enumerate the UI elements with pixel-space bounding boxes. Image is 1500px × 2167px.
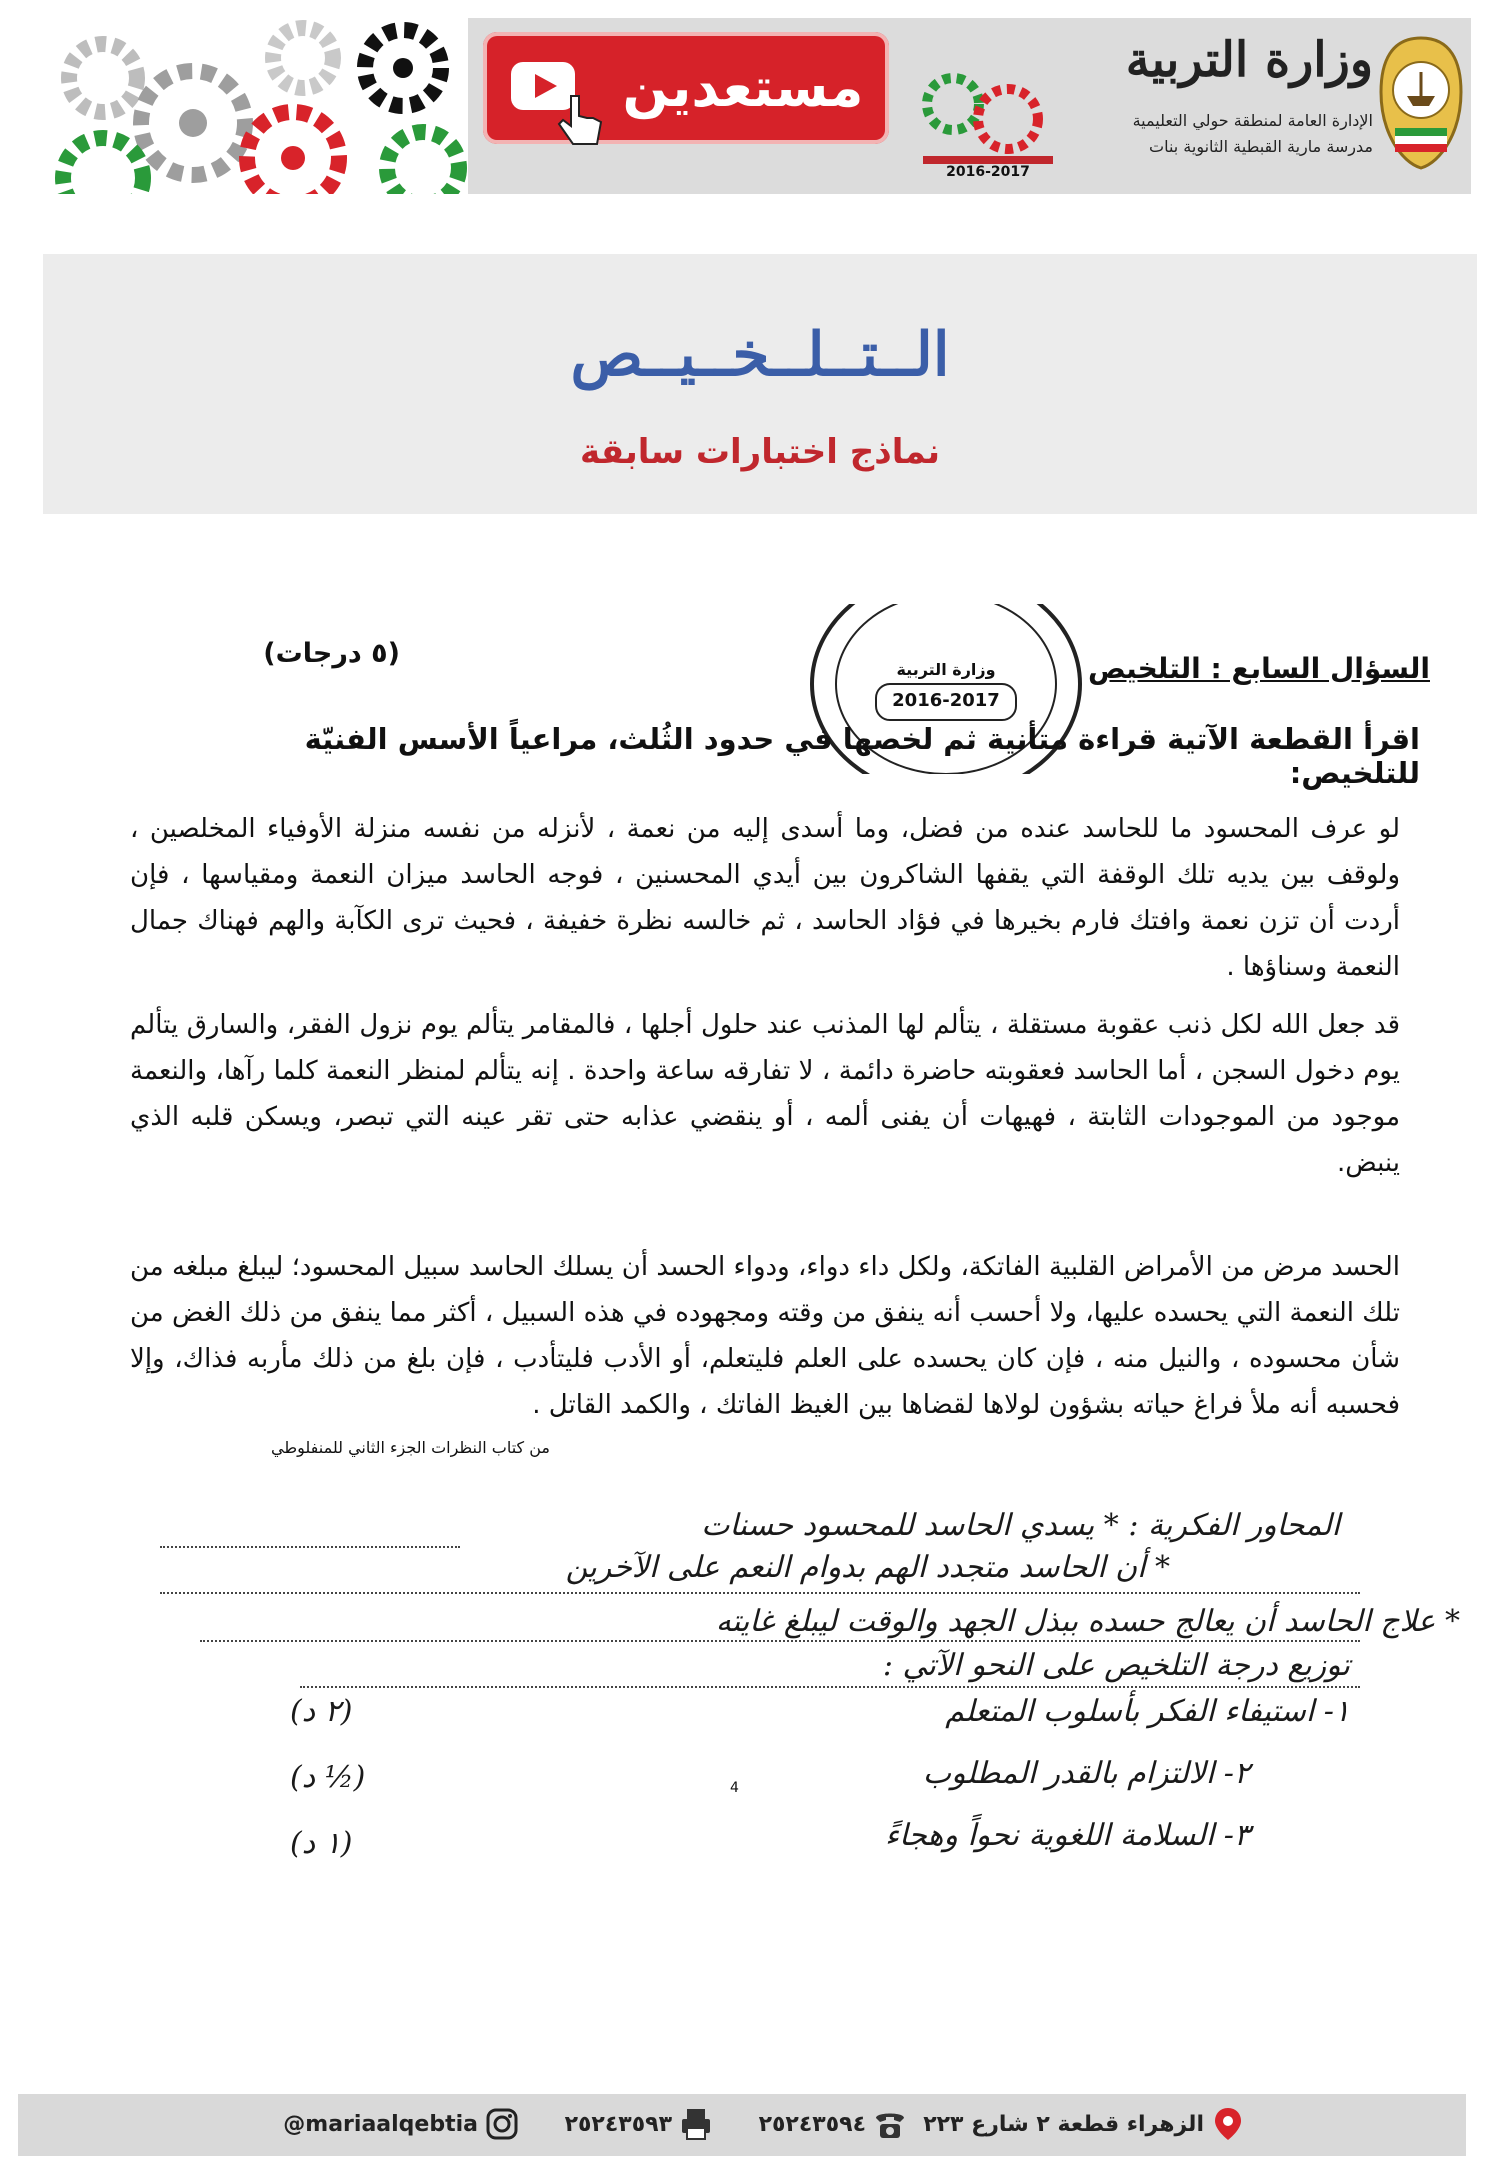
footer-address: الزهراء قطعة ٢ شارع ٢٢٣: [923, 2112, 1204, 2137]
handwritten-mark-5: (٢ د): [290, 1694, 353, 1729]
footer-instagram[interactable]: @mariaalqebtia: [283, 2112, 478, 2137]
ministry-title: وزارة التربية: [1125, 32, 1373, 88]
ministry-subtitle: [1033, 108, 1373, 160]
question-marks: (٥ درجات): [263, 638, 400, 669]
ministry-subtitle-line-1: الإدارة العامة لمنطقة حولي التعليمية: [1132, 111, 1373, 130]
dotted-line: [300, 1686, 1360, 1688]
passage-paragraph-3: الحسد مرض من الأمراض القلبية الفاتكة، ولكل داء دواء، ودواء الحسد أن يسلك الحاسد سبيل المحسود؛ ليبلغ مبلغه من تلك النعمة التي يحسده عليها، ولا أحسب أنه ينفق من وقته ومجهوده في هذه السبيل ، أكثر مما ينفق من ذلك الغض من شأن محسوده ، والنيل منه ، فإن كان يحسده على العلم فليتعلم، أو الأدب فليتأدب ، فإن بلغ من ذلك مأربه فذاك، وإلا فحسبه أنه ملأ فراغ حياته بشؤون لولاها لقضاها بين الغيظ الفاتك ، والكمد القاتل .: [130, 1252, 1400, 1420]
subscribe-button-label: مستعدين: [622, 56, 864, 119]
telephone-icon: [872, 2106, 908, 2142]
handwritten-line-6: ٢- الالتزام بالقدر المطلوب: [922, 1756, 1250, 1791]
passage-paragraph-1: لو عرف المحسود ما للحاسد عنده من فضل، وما أسدى إليه من نعمة ، لأنزله من نفسه منزلة الأوفياء المخلصين ، ولوقف بين يديه تلك الوقفة التي يقفها الشاكرون بين أيدي المحسنين ، فوجه الحاسد ميزان النعمة ومقياسها ، فإن أردت أن تزن نعمة وافتك فارم بخيرها في فؤاد الحاسد ، ثم خالسه نظرة خفيفة ، فحيث ترى الكآبة والهم فهناك جمال النعمة وسناؤها .: [130, 814, 1400, 982]
handwritten-line-3: * علاج الحاسد أن يعالج حسده ببذل الجهد والوقت ليبلغ غايته: [715, 1604, 1460, 1639]
question-heading: السؤال السابع : التلخيص: [1087, 652, 1430, 685]
gears-decoration: [43, 18, 468, 194]
page-title: الــتــلــخــيــص: [570, 320, 950, 390]
page-number: 4: [730, 1780, 739, 1796]
handwritten-line-2: * أن الحاسد متجدد الهم بدوام النعم على الآخرين: [565, 1550, 1170, 1585]
handwritten-line-5: ١- استيفاء الفكر بأسلوب المتعلم: [945, 1694, 1350, 1729]
footer-bar: [18, 2094, 1466, 2156]
handwritten-line-4: توزيع درجة التلخيص على النحو الآتي :: [882, 1648, 1350, 1683]
stamp-text: وزارة التربية: [896, 660, 996, 679]
kuwait-emblem-icon: [1377, 32, 1465, 172]
handwritten-mark-6: (½ د): [290, 1760, 366, 1795]
dotted-line: [160, 1546, 460, 1548]
handwritten-line-1: المحاور الفكرية : * يسدي الحاسد للمحسود حسنات: [701, 1508, 1340, 1543]
stamp-years: 2016-2017: [892, 690, 1000, 711]
instagram-icon: [484, 2106, 520, 2142]
header-banner: [43, 18, 1471, 194]
hand-cursor-icon: [553, 92, 613, 152]
handwritten-mark-7: (١ د): [290, 1826, 353, 1861]
fax-icon: [678, 2106, 714, 2142]
footer-fax: ٢٥٢٤٣٥٩٣: [564, 2112, 672, 2137]
passage-source: من كتاب النظرات الجزء الثاني للمنفلوطي: [271, 1438, 550, 1457]
title-box: [43, 254, 1477, 514]
school-years: 2016-2017: [946, 164, 1030, 180]
location-pin-icon: [1210, 2106, 1246, 2142]
ministry-subtitle-line-2: مدرسة مارية القبطية الثانوية بنات: [1149, 137, 1373, 156]
footer-phone[interactable]: ٢٥٢٤٣٥٩٤: [758, 2112, 866, 2137]
dotted-line: [200, 1640, 1360, 1642]
page-subtitle: نماذج اختبارات سابقة: [579, 432, 941, 472]
question-instruction: اقرأ القطعة الآتية قراءة متأنية ثم لخصها في حدود الثُلث، مراعياً الأسس الفنيّة للتلخيص:: [304, 722, 1420, 790]
dotted-line: [160, 1592, 1360, 1594]
gears-icon: [43, 18, 468, 194]
handwritten-line-7: ٣- السلامة اللغوية نحواً وهجاءً: [885, 1818, 1250, 1853]
passage-paragraph-2: قد جعل الله لكل ذنب عقوبة مستقلة ، يتألم لها المذنب عند حلول أجلها ، فالمقامر يتألم يوم نزول الفقر، والسارق يتألم يوم دخول السجن ، أما الحاسد فعقوبته حاضرة دائمة ، لا تفارقه ساعة واحدة . إنه يتألم لمنظر النعمة كلما رآها، والنعمة موجود من الموجودات الثابتة ، فهيهات أن يفنى ألمه ، أو ينقضي عذابه حتى تقر عينه التي تبصر، ويسكن قلبه الذي ينبض.: [130, 1010, 1400, 1178]
subscribe-button[interactable]: [483, 32, 889, 144]
